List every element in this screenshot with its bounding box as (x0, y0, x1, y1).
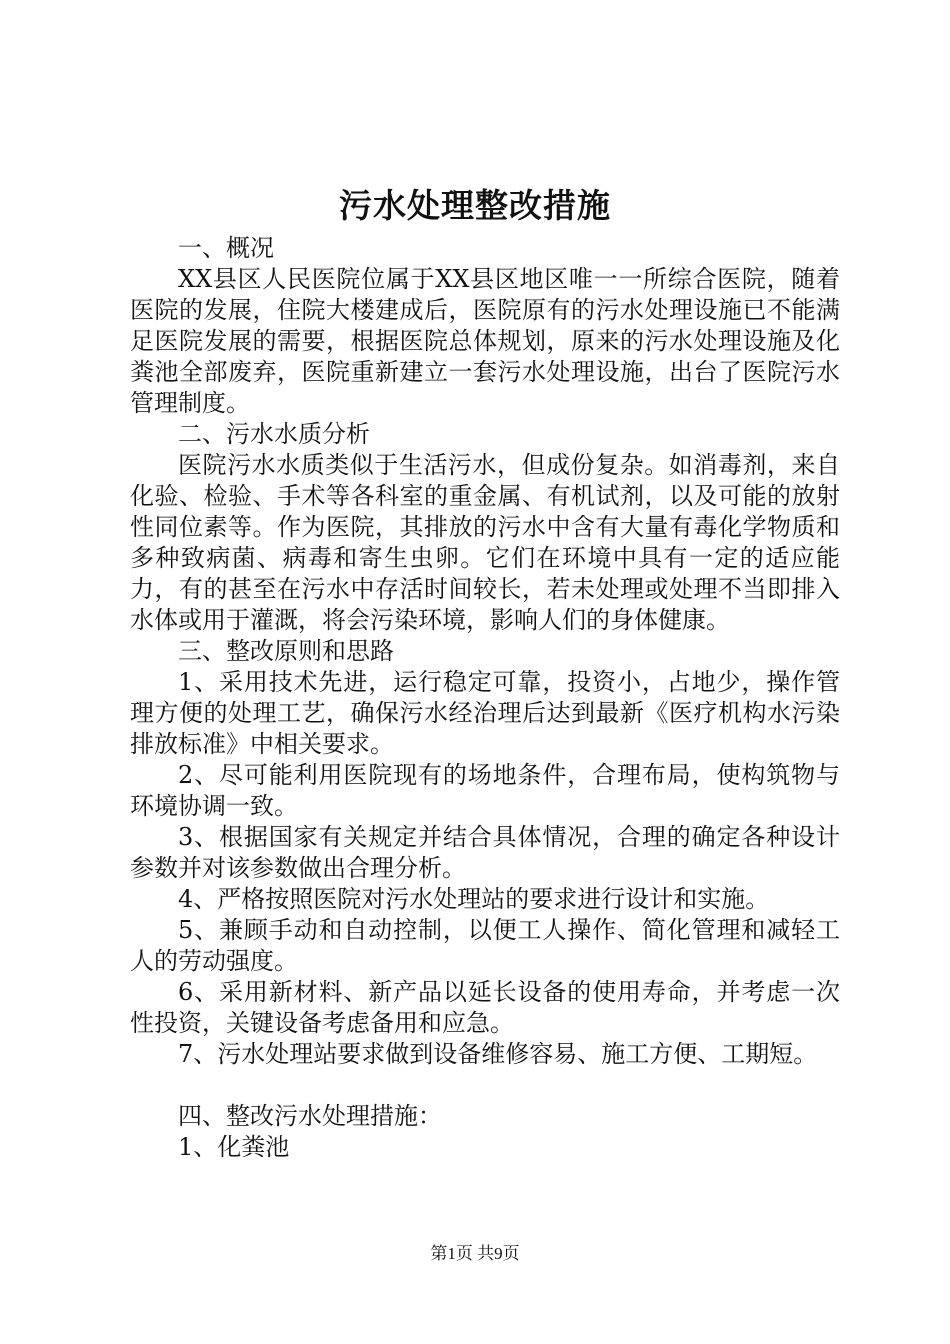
measure-item-1: 1、化粪池 (178, 1133, 290, 1161)
blank-line (130, 1070, 840, 1101)
principle-item-6: 6、采用新材料、新产品以延长设备的使用寿命，并考虑一次性投资，关键设备考虑备用和应急。 (130, 978, 840, 1037)
principle-item-5: 5、兼顾手动和自动控制，以便工人操作、简化管理和减轻工人的劳动强度。 (130, 916, 840, 975)
section-heading-principles: 三、整改原则和思路 (178, 637, 394, 665)
section-heading-measures: 四、整改污水处理措施： (178, 1102, 442, 1130)
page-footer: 第1页 共9页 (430, 1244, 520, 1263)
principle-item-7: 7、污水处理站要求做到设备维修容易、施工方便、工期短。 (178, 1040, 818, 1068)
document-body (130, 233, 840, 1163)
principle-item-4: 4、严格按照医院对污水处理站的要求进行设计和实施。 (178, 885, 770, 913)
paragraph-water-quality: 医院污水水质类似于生活污水，但成份复杂。如消毒剂，来自化验、检验、手术等各科室的重金属、有机试剂，以及可能的放射性同位素等。作为医院，其排放的污水中含有大量有毒化学物质和多种致病菌、病毒和寄生虫卵。它们在环境中具有一定的适应能力，有的甚至在污水中存活时间较长，若未处理或处理不当即排入水体或用于灌溉，将会污染环境，影响人们的身体健康。 (130, 451, 840, 634)
section-heading-water-quality: 二、污水水质分析 (178, 420, 370, 448)
paragraph-overview: XX县区人民医院位属于XX县区地区唯一一所综合医院，随着医院的发展，住院大楼建成后，医院原有的污水处理设施已不能满足医院发展的需要，根据医院总体规划，原来的污水处理设施及化粪池全部废弃，医院重新建立一套污水处理设施，出台了医院污水管理制度。 (130, 265, 840, 417)
document-title: 污水处理整改措施 (339, 186, 611, 225)
section-heading-overview: 一、概况 (178, 234, 274, 262)
principle-item-1: 1、采用技术先进，运行稳定可靠，投资小，占地少，操作管理方便的处理工艺，确保污水经治理后达到最新《医疗机构水污染排放标准》中相关要求。 (130, 668, 840, 758)
principle-item-2: 2、尽可能利用医院现有的场地条件，合理布局，使构筑物与环境协调一致。 (130, 761, 840, 820)
principle-item-3: 3、根据国家有关规定并结合具体情况，合理的确定各种设计参数并对该参数做出合理分析。 (130, 823, 840, 882)
